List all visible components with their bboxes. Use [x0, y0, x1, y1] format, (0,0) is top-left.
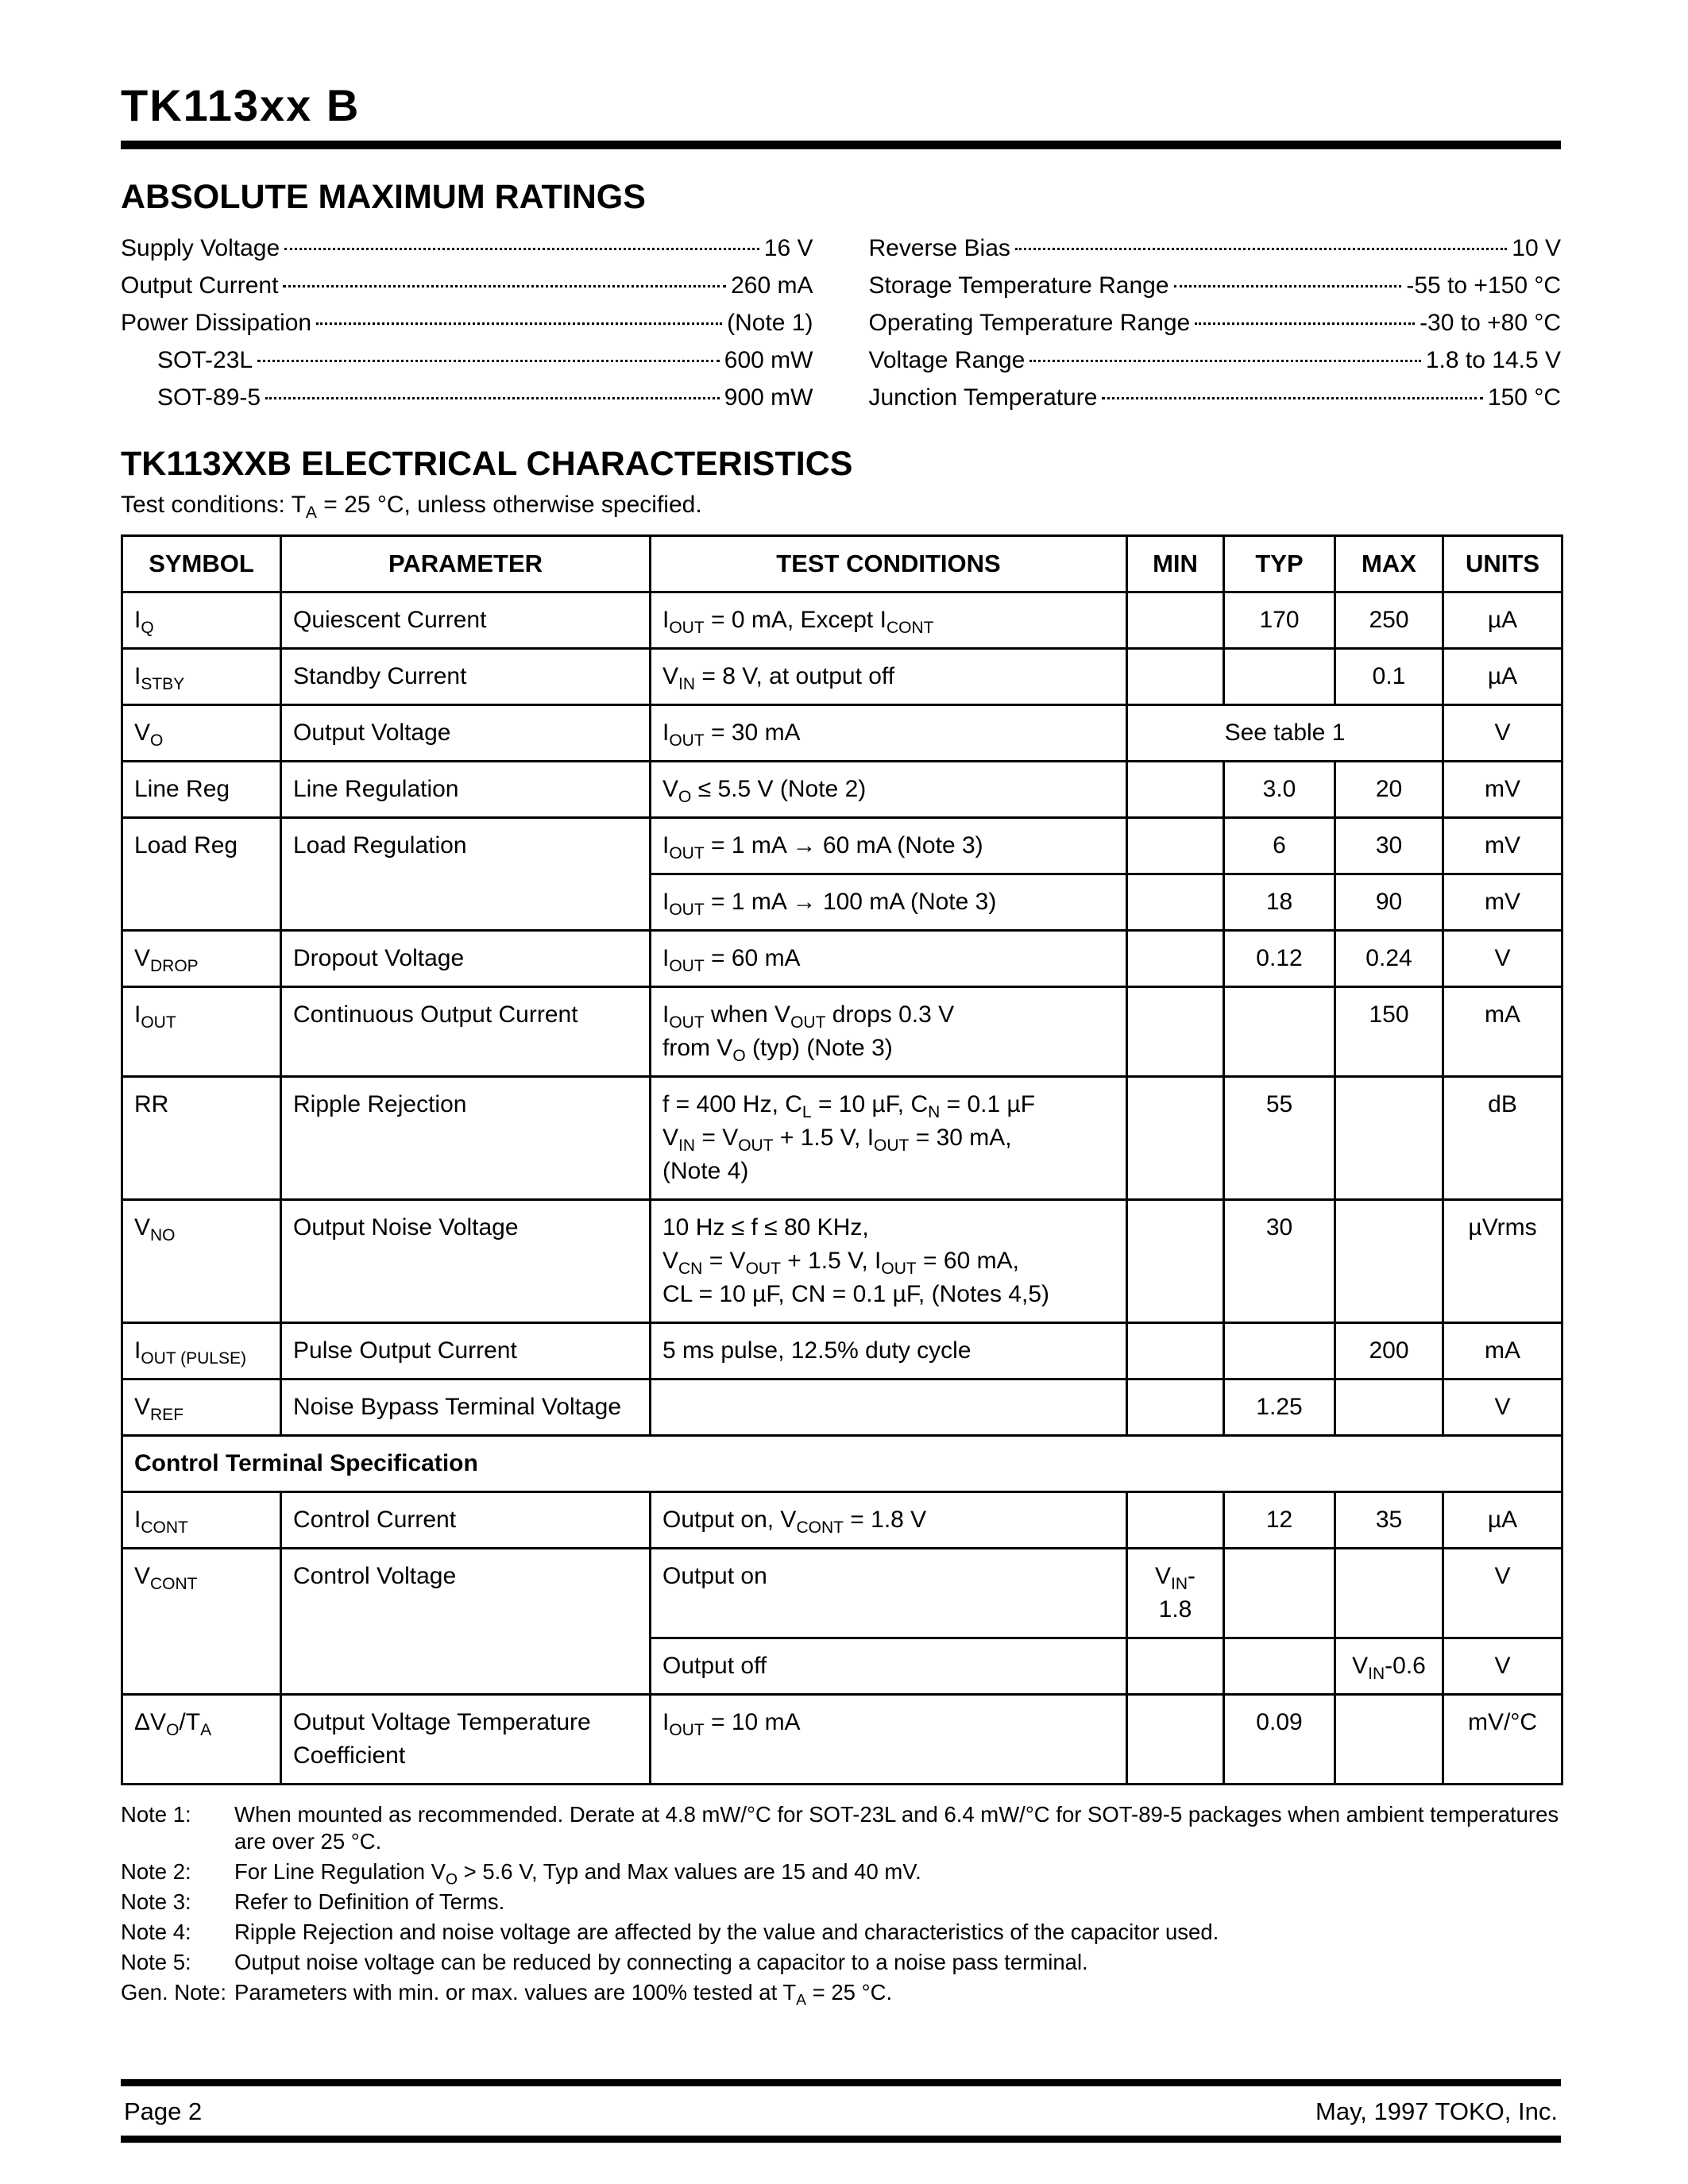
table-cell	[1224, 1549, 1335, 1638]
table-cell: 0.1	[1335, 649, 1443, 705]
table-cell: Dropout Voltage	[281, 931, 651, 987]
rating-item	[869, 379, 1562, 416]
table-cell	[1127, 1323, 1224, 1379]
table-cell	[1127, 1492, 1224, 1549]
table-row	[122, 1077, 1562, 1200]
table-cell: 20	[1335, 762, 1443, 818]
rating-item	[121, 304, 813, 341]
table-cell	[1127, 1379, 1224, 1436]
table-cell: dB	[1443, 1077, 1562, 1200]
rating-value: 260 mA	[731, 272, 813, 299]
table-row	[122, 592, 1562, 649]
ratings-left-column	[121, 230, 813, 416]
note-label: Note 4:	[121, 1920, 191, 1944]
dotted-leader	[316, 322, 722, 325]
table-cell	[1127, 649, 1224, 705]
table-cell: V	[1443, 931, 1562, 987]
rating-value: 600 mW	[724, 347, 813, 373]
table-cell: 6	[1224, 818, 1335, 874]
table-cell	[1127, 931, 1224, 987]
column-header: TYP	[1224, 536, 1335, 592]
rating-item	[869, 341, 1562, 379]
dotted-leader	[1029, 360, 1421, 362]
dotted-leader	[265, 397, 720, 399]
table-cell: f = 400 Hz, $C_L = 10$ µF, $C_N = 0.1$ µF $V_{IN} = V_{OUT} + 1.5$ V, $I_{OUT} = 30$ mA, (Note 4)	[651, 1077, 1127, 1200]
table-cell: 90	[1335, 874, 1443, 931]
table-row	[122, 818, 1562, 874]
note-text: Refer to Definition of Terms.	[234, 1889, 505, 1914]
table-cell: Output Voltage Temperature Coefficient	[281, 1695, 651, 1785]
table-cell: 12	[1224, 1492, 1335, 1549]
table-cell: Continuous Output Current	[281, 987, 651, 1077]
table-cell: $I_Q$	[122, 592, 281, 649]
table-cell: $I_{CONT}$	[122, 1492, 281, 1549]
table-cell	[1127, 1077, 1224, 1200]
table-row	[122, 705, 1562, 762]
footer-rule-bottom	[121, 2136, 1561, 2143]
dotted-leader	[284, 248, 759, 250]
table-cell: Noise Bypass Terminal Voltage	[281, 1379, 651, 1436]
table-cell	[1127, 818, 1224, 874]
table-cell	[1127, 762, 1224, 818]
table-row	[122, 1323, 1562, 1379]
table-cell: mV	[1443, 762, 1562, 818]
dotted-leader	[1195, 322, 1415, 325]
table-cell: Load Regulation	[281, 818, 651, 931]
table-row	[122, 1549, 1562, 1638]
table-row	[122, 1492, 1562, 1549]
table-cell: $V_{IN}-0.6$	[1335, 1638, 1443, 1695]
note-row	[121, 1889, 1561, 1916]
table-cell: 35	[1335, 1492, 1443, 1549]
note-text: When mounted as recommended. Derate at 4.8 mW/°C for SOT-23L and 6.4 mW/°C for SOT-89-5 packages when ambient temperatures are over 25 °C.	[234, 1802, 1559, 1854]
rating-label: Voltage Range	[868, 347, 1026, 373]
rating-item	[869, 230, 1562, 267]
table-cell: V	[1443, 705, 1562, 762]
table-cell: Output on, $V_{CONT} = 1.8$ V	[651, 1492, 1127, 1549]
table-cell: $V_{DROP}$	[122, 931, 281, 987]
footer-text-row	[121, 2086, 1561, 2136]
table-cell: mV/°C	[1443, 1695, 1562, 1785]
rating-value: 10 V	[1512, 235, 1561, 261]
table-cell: 55	[1224, 1077, 1335, 1200]
table-cell: $I_{OUT} = 0$ mA, Except $I_{CONT}$	[651, 592, 1127, 649]
rating-item	[869, 267, 1562, 304]
table-cell: 250	[1335, 592, 1443, 649]
ratings-right-column	[869, 230, 1562, 416]
rating-label: Reverse Bias	[868, 235, 1010, 261]
note-text: Parameters with min. or max. values are 100% tested at $T_A = 25$ °C.	[234, 1980, 893, 2009]
notes-section	[121, 1801, 1561, 2009]
table-cell: µVrms	[1443, 1200, 1562, 1323]
rating-value: -30 to +80 °C	[1420, 310, 1561, 336]
table-cell: Pulse Output Current	[281, 1323, 651, 1379]
rating-value: 900 mW	[724, 384, 813, 411]
table-cell: 3.0	[1224, 762, 1335, 818]
note-text: Output noise voltage can be reduced by connecting a capacitor to a noise pass terminal.	[234, 1950, 1088, 1974]
table-cell: Quiescent Current	[281, 592, 651, 649]
table-cell	[1335, 1200, 1443, 1323]
table-cell: RR	[122, 1077, 281, 1200]
table-cell: $I_{STBY}$	[122, 649, 281, 705]
table-cell: $V_{NO}$	[122, 1200, 281, 1323]
table-cell: Output off	[651, 1638, 1127, 1695]
table-cell	[1127, 1200, 1224, 1323]
table-cell: mV	[1443, 818, 1562, 874]
table-cell: $\Delta V_O/T_A$	[122, 1695, 281, 1785]
table-cell: 170	[1224, 592, 1335, 649]
table-cell	[1127, 874, 1224, 931]
column-header: MIN	[1127, 536, 1224, 592]
note-row	[121, 1858, 1561, 1889]
rating-item	[869, 304, 1562, 341]
note-label: Gen. Note:	[121, 1980, 226, 2005]
dotted-leader	[1015, 248, 1507, 250]
table-cell: 0.09	[1224, 1695, 1335, 1785]
table-cell: Control Terminal Specification	[122, 1436, 1562, 1492]
note-label: Note 3:	[121, 1889, 191, 1914]
table-row	[122, 1695, 1562, 1785]
rating-value: -55 to +150 °C	[1406, 272, 1561, 299]
table-cell: Control Current	[281, 1492, 651, 1549]
table-cell: Control Voltage	[281, 1549, 651, 1695]
rating-label: Supply Voltage	[121, 235, 280, 261]
table-cell: See table 1	[1127, 705, 1443, 762]
rating-label: Output Current	[121, 272, 279, 299]
rating-value: 16 V	[763, 235, 813, 261]
table-cell	[1335, 1379, 1443, 1436]
table-cell: $V_{IN} = 8$ V, at output off	[651, 649, 1127, 705]
table-cell: $I_{OUT} = 1$ mA → 60 mA (Note 3)	[651, 818, 1127, 874]
table-row	[122, 1379, 1562, 1436]
column-header: TEST CONDITIONS	[651, 536, 1127, 592]
table-cell: 200	[1335, 1323, 1443, 1379]
dotted-leader	[257, 360, 720, 362]
table-cell	[1127, 1638, 1224, 1695]
table-row	[122, 987, 1562, 1077]
note-row	[121, 1979, 1561, 2009]
table-cell: 18	[1224, 874, 1335, 931]
rating-label: SOT-89-5	[157, 384, 261, 411]
table-cell: $I_{OUT} = 60$ mA	[651, 931, 1127, 987]
rating-label: Operating Temperature Range	[868, 310, 1191, 336]
table-cell: $I_{OUT}$	[122, 987, 281, 1077]
table-cell: µA	[1443, 1492, 1562, 1549]
table-cell: V	[1443, 1549, 1562, 1638]
table-cell	[1224, 1323, 1335, 1379]
table-cell	[1127, 592, 1224, 649]
rating-label: SOT-23L	[157, 347, 253, 373]
rating-label: Junction Temperature	[868, 384, 1098, 411]
page-title: TK113xx B	[121, 80, 361, 130]
electrical-characteristics-table	[121, 534, 1563, 1785]
table-cell: $V_O \le 5.5$ V (Note 2)	[651, 762, 1127, 818]
test-conditions-line: Test conditions: $T_A = 25$ °C, unless otherwise specified.	[121, 492, 702, 522]
note-row	[121, 1801, 1561, 1855]
table-cell: Output Voltage	[281, 705, 651, 762]
note-row	[121, 1919, 1561, 1946]
table-row	[122, 1200, 1562, 1323]
note-text: Ripple Rejection and noise voltage are affected by the value and characteristics of the capacitor used.	[234, 1920, 1219, 1944]
table-cell	[1127, 987, 1224, 1077]
rating-value: 150 °C	[1487, 384, 1561, 411]
rating-label: Power Dissipation	[121, 310, 312, 336]
note-label: Note 2:	[121, 1859, 191, 1884]
dotted-leader	[1102, 397, 1482, 399]
table-cell: Output on	[651, 1549, 1127, 1638]
abs-max-ratings	[121, 230, 1561, 416]
table-cell: µA	[1443, 649, 1562, 705]
table-cell	[1127, 1695, 1224, 1785]
table-cell	[1224, 649, 1335, 705]
table-cell: Ripple Rejection	[281, 1077, 651, 1200]
table-row	[122, 931, 1562, 987]
footer-page-number: Page 2	[124, 2097, 203, 2125]
abs-max-heading: ABSOLUTE MAXIMUM RATINGS	[121, 178, 646, 216]
table-head	[122, 536, 1562, 592]
table-header-row	[122, 536, 1562, 592]
rating-item	[121, 379, 813, 416]
table-cell: 10 Hz ≤ f ≤ 80 KHz, $V_{CN} = V_{OUT} + 1.5$ V, $I_{OUT} = 60$ mA, CL = 10 µF, CN = 0.1 µF, (Notes 4,5)	[651, 1200, 1127, 1323]
table-cell: Line Reg	[122, 762, 281, 818]
table-cell: $I_{OUT} = 30$ mA	[651, 705, 1127, 762]
table-cell: $V_{CONT}$	[122, 1549, 281, 1695]
table-body	[122, 592, 1562, 1785]
table-cell: $V_{IN}-1.8$	[1127, 1549, 1224, 1638]
table-cell: V	[1443, 1638, 1562, 1695]
rating-value: (Note 1)	[727, 310, 813, 336]
column-header: SYMBOL	[122, 536, 281, 592]
table-cell: µA	[1443, 592, 1562, 649]
table-cell: mA	[1443, 987, 1562, 1077]
table-cell: $I_{OUT}$ when $V_{OUT}$ drops 0.3 V from $V_O$ (typ) (Note 3)	[651, 987, 1127, 1077]
column-header: PARAMETER	[281, 536, 651, 592]
table-cell	[651, 1379, 1127, 1436]
column-header: UNITS	[1443, 536, 1562, 592]
table-cell: 150	[1335, 987, 1443, 1077]
table-cell: Load Reg	[122, 818, 281, 931]
table-row	[122, 762, 1562, 818]
footer-rule-top	[121, 2079, 1561, 2086]
rating-item	[121, 267, 813, 304]
note-text: For Line Regulation $V_O > 5.6$ V, Typ and Max values are 15 and 40 mV.	[234, 1859, 921, 1889]
table-cell: 0.12	[1224, 931, 1335, 987]
header-rule	[121, 141, 1561, 149]
table-cell: $I_{OUT} = 10$ mA	[651, 1695, 1127, 1785]
table-cell: $I_{OUT} = 1$ mA → 100 mA (Note 3)	[651, 874, 1127, 931]
rating-label: Storage Temperature Range	[868, 272, 1169, 299]
table-cell: Standby Current	[281, 649, 651, 705]
table-cell	[1224, 1638, 1335, 1695]
table-cell: $V_O$	[122, 705, 281, 762]
dotted-leader	[1174, 285, 1402, 287]
table-cell: 30	[1335, 818, 1443, 874]
column-header: MAX	[1335, 536, 1443, 592]
table-cell: mV	[1443, 874, 1562, 931]
table-cell	[1335, 1077, 1443, 1200]
table-cell: V	[1443, 1379, 1562, 1436]
table-cell: mA	[1443, 1323, 1562, 1379]
note-label: Note 5:	[121, 1950, 191, 1974]
note-label: Note 1:	[121, 1802, 191, 1827]
table-row	[122, 1436, 1562, 1492]
table-cell: 0.24	[1335, 931, 1443, 987]
table-cell	[1335, 1549, 1443, 1638]
table-cell: Output Noise Voltage	[281, 1200, 651, 1323]
rating-item	[121, 341, 813, 379]
table-cell: $V_{REF}$	[122, 1379, 281, 1436]
dotted-leader	[283, 285, 726, 287]
footer-date-company: May, 1997 TOKO, Inc.	[1315, 2097, 1558, 2125]
table-row	[122, 649, 1562, 705]
note-row	[121, 1949, 1561, 1976]
rating-item	[121, 230, 813, 267]
table-cell: Line Regulation	[281, 762, 651, 818]
table-cell: $I_{OUT (PULSE)}$	[122, 1323, 281, 1379]
elec-char-heading: TK113XXB ELECTRICAL CHARACTERISTICS	[121, 445, 853, 483]
table-cell	[1335, 1695, 1443, 1785]
table-cell: 1.25	[1224, 1379, 1335, 1436]
table-cell: 5 ms pulse, 12.5% duty cycle	[651, 1323, 1127, 1379]
page-footer	[121, 2079, 1561, 2143]
rating-value: 1.8 to 14.5 V	[1425, 347, 1561, 373]
table-cell	[1224, 987, 1335, 1077]
table-cell: 30	[1224, 1200, 1335, 1323]
